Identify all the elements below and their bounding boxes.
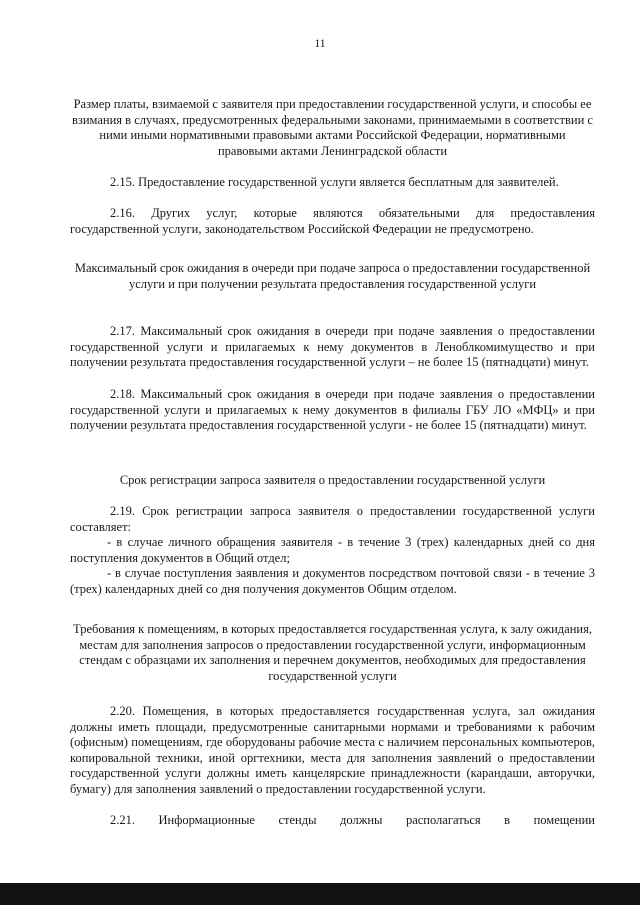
list-item-personal-visit: - в случае личного обращения заявителя - в течение 3 (трех) календарных дней со дня поступления документов в Общий отдел; [70, 535, 595, 565]
section-heading-registration: Срок регистрации запроса заявителя о предоставлении государственной услуги [119, 473, 546, 487]
scan-edge-bar [0, 883, 640, 905]
paragraph-2-16: 2.16. Других услуг, которые являются обязательными для предоставления государственной услуги, законодательством Российской Федерации не предусмотрено. [70, 206, 595, 236]
section-heading-queue: Максимальный срок ожидания в очереди при подаче запроса о предоставлении государственной услуги и при получении результата предоставления государственной услуги [74, 261, 591, 291]
page-number: 11 [314, 38, 326, 50]
paragraph-2-20: 2.20. Помещения, в которых предоставляется государственная услуга, зал ожидания должны иметь площади, предусмотренные санитарными нормами и требованиями к рабочим (офисным) помещениям, где оборудованы рабочие места с наличием персональных компьютеров, копировальной техники, иной оргтехники, места для заполнения заявлений о предоставлении государственной услуги должны иметь канцелярские принадлежности (карандаши, авторучки, бумагу) для заполнения заявлений о предоставлении государственной услуги. [70, 704, 595, 796]
paragraph-2-21: 2.21. Информационные стенды должны располагаться в помещении [110, 813, 595, 827]
section-heading-fees: Размер платы, взимаемой с заявителя при предоставлении государственной услуги, и способы ее взимания в случаях, предусмотренных федеральными законами, принимаемыми в соответствии с ними иными нормативными правовыми актами Российской Федерации, нормативными правовыми актами Ленинградской области [72, 97, 593, 158]
list-item-postal-delivery: - в случае поступления заявления и документов посредством почтовой связи - в течение 3 (трех) календарных дней со дня получения документов Общим отделом. [70, 566, 595, 596]
paragraph-2-17: 2.17. Максимальный срок ожидания в очереди при подаче заявления о предоставлении государственной услуги и прилагаемых к нему документов в Леноблкомимущество и при получении результата предоставления государственной услуги – не более 15 (пятнадцати) минут. [70, 324, 595, 370]
paragraph-2-19: 2.19. Срок регистрации запроса заявителя о предоставлении государственной услуги составляет: [70, 504, 595, 534]
paragraph-2-18: 2.18. Максимальный срок ожидания в очереди при подаче заявления о предоставлении государственной услуги и прилагаемых к нему документов в филиалы ГБУ ЛО «МФЦ» и при получении результата предоставления государственной услуги - не более 15 (пятнадцати) минут. [70, 387, 595, 433]
section-heading-premises: Требования к помещениям, в которых предоставляется государственная услуга, к залу ожидания, местам для заполнения запросов о предоставлении государственной услуги, информационным стендам с образцами их заполнения и перечнем документов, необходимых для предоставления государственной услуги [73, 622, 592, 683]
paragraph-2-15: 2.15. Предоставление государственной услуги является бесплатным для заявителей. [110, 175, 559, 189]
